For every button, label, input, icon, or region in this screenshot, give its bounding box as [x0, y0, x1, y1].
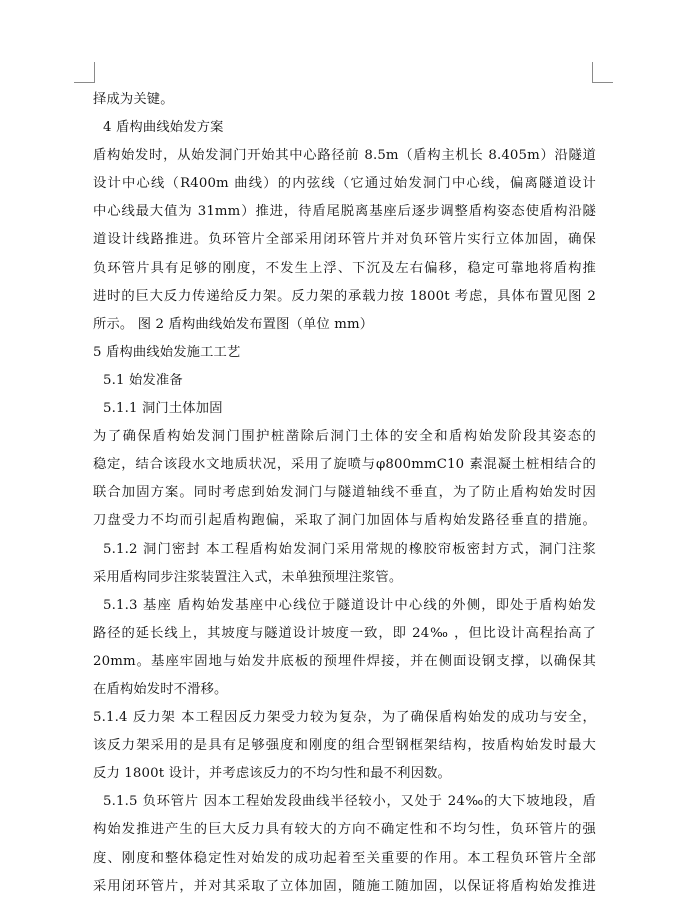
text-line: 道设计线路推进。负环管片全部采用闭环管片并对负环管片实行立体加固，确保 — [93, 232, 596, 248]
text-line: 设计中心线（R400m 曲线）的内弦线（它通过始发洞门中心线，偏离隧道设计 — [93, 176, 596, 192]
text-line: 为了确保盾构始发洞门围护桩凿除后洞门土体的安全和盾构始发阶段其姿态的 — [93, 429, 596, 445]
text-line: 度、刚度和整体稳定性对始发的成功起着至关重要的作用。本工程负环管片全部 — [93, 850, 596, 866]
text-line: 路径的延长线上，其坡度与隧道设计坡度一致，即 24‰ ，但比设计高程抬高了 — [93, 625, 596, 641]
text-line: 采用盾构同步注浆装置注入式，未单独预埋注浆管。 — [93, 569, 403, 585]
text-line: 刀盘受力不均而引起盾构跑偏，采取了洞门加固体与盾构始发路径垂直的措施。 — [93, 513, 596, 529]
subsection-heading: 5.1 始发准备 — [103, 372, 183, 388]
text-line: 5.1.4 反力架 本工程因反力架受力较为复杂，为了确保盾构始发的成功与安全， — [93, 710, 596, 726]
text-line: 择成为关键。 — [93, 92, 174, 107]
text-line: 5.1.3 基座 盾构始发基座中心线位于隧道设计中心线的外侧，即处于盾构始发 — [103, 597, 596, 613]
text-line: 构始发推进产生的巨大反力具有较大的方向不确定性和不均匀性，负环管片的强 — [93, 822, 596, 838]
text-line: 20mm。基座牢固地与始发井底板的预埋件焊接，并在侧面设钢支撑，以确保其 — [93, 653, 596, 669]
crop-mark-top-left — [74, 62, 95, 83]
section-heading: 4 盾构曲线始发方案 — [103, 120, 224, 136]
text-line: 在盾构始发时不滑移。 — [93, 681, 228, 697]
text-line: 中心线最大值为 31mm）推进，待盾尾脱离基座后逐步调整盾构姿态使盾构沿隧 — [93, 204, 596, 220]
section-heading: 5 盾构曲线始发施工工艺 — [93, 344, 241, 360]
text-line: 稳定，结合该段水文地质状况，采用了旋喷与φ800mmC10 素混凝土桩相结合的 — [93, 457, 596, 473]
text-line: 5.1.2 洞门密封 本工程盾构始发洞门采用常规的橡胶帘板密封方式，洞门注浆 — [103, 541, 596, 557]
text-line: 联合加固方案。同时考虑到始发洞门与隧道轴线不垂直，为了防止盾构始发时因 — [93, 485, 596, 501]
subsection-heading: 5.1.1 洞门土体加固 — [103, 401, 223, 417]
crop-mark-top-right — [592, 62, 613, 83]
document-body — [93, 86, 596, 901]
text-line: 5.1.5 负环管片 因本工程始发段曲线半径较小，又处于 24‰的大下坡地段，盾 — [103, 794, 596, 810]
text-line: 负环管片具有足够的刚度，不发生上浮、下沉及左右偏移，稳定可靠地将盾构推 — [93, 260, 596, 276]
text-line: 进时的巨大反力传递给反力架。反力架的承载力按 1800t 考虑，具体布置见图 2 — [93, 288, 596, 304]
text-line: 盾构始发时，从始发洞门开始其中心路径前 8.5m（盾构主机长 8.405m）沿隧道 — [93, 148, 596, 164]
text-line: 该反力架采用的是具有足够强度和刚度的组合型钢框架结构，按盾构始发时最大 — [93, 738, 596, 754]
text-line: 所示。 图 2 盾构曲线始发布置图（单位 mm） — [93, 316, 374, 332]
text-line: 反力 1800t 设计，并考虑该反力的不均匀性和最不利因数。 — [93, 766, 451, 782]
text-line: 采用闭环管片，并对其采取了立体加固，随施工随加固，以保证将盾构始发推进 — [93, 878, 596, 894]
